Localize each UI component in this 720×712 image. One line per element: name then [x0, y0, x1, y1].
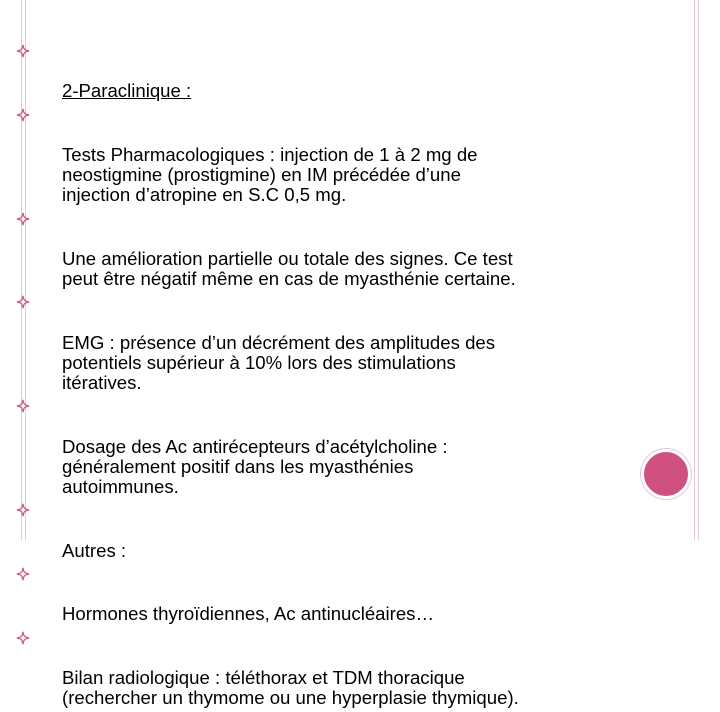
- bullet-item-amelioration: [62, 209, 622, 290]
- frame-line-right-inner: [694, 0, 695, 540]
- bullet-text: 2-Paraclinique :: [62, 80, 192, 102]
- frame-line-left-outer: [21, 0, 22, 540]
- four-point-star-icon: [16, 631, 30, 645]
- bullet-item-emg: [62, 292, 622, 393]
- frame-line-right-outer: [698, 0, 699, 540]
- four-point-star-icon: [16, 212, 30, 226]
- decorative-circle: [641, 449, 691, 499]
- bullet-list: [62, 41, 622, 709]
- bullet-text: Dosage des Ac antirécepteurs d’acétylcholine : généralement positif dans les myasthénies autoimmunes.: [62, 435, 448, 498]
- frame-line-left-inner: [25, 0, 26, 540]
- bullet-item-autres: [62, 500, 622, 561]
- four-point-star-icon: [16, 44, 30, 58]
- bullet-text: Tests Pharmacologiques : injection de 1 à 2 mg de neostigmine (prostigmine) en IM précédée d’une injection d’atropine en S.C 0,5 mg.: [62, 144, 478, 206]
- bullet-item-dosage: [62, 396, 622, 497]
- four-point-star-icon: [16, 295, 30, 309]
- bullet-text: EMG : présence d’un décrément des amplitudes des potentiels supérieur à 10% lors des stimulations itératives.: [62, 331, 496, 394]
- four-point-star-icon: [16, 108, 30, 122]
- bullet-text: Autres :: [62, 539, 127, 561]
- bullet-item-paraclinique: [62, 41, 622, 102]
- bullet-item-hormones: [62, 564, 622, 625]
- bullet-text: Une amélioration partielle ou totale des signes. Ce test peut être négatif même en cas de myasthénie certaine.: [62, 248, 516, 290]
- bullet-item-tests-pharmacologiques: [62, 105, 622, 206]
- four-point-star-icon: [16, 399, 30, 413]
- slide-content: [62, 41, 622, 712]
- bullet-text: Bilan radiologique : téléthorax et TDM thoracique (rechercher un thymome ou une hyperplasie thymique).: [62, 667, 519, 709]
- bullet-text: Hormones thyroïdiennes, Ac antinucléaires…: [62, 603, 435, 625]
- four-point-star-icon: [16, 503, 30, 517]
- bullet-item-bilan-radiologique: [62, 628, 622, 709]
- four-point-star-icon: [16, 567, 30, 581]
